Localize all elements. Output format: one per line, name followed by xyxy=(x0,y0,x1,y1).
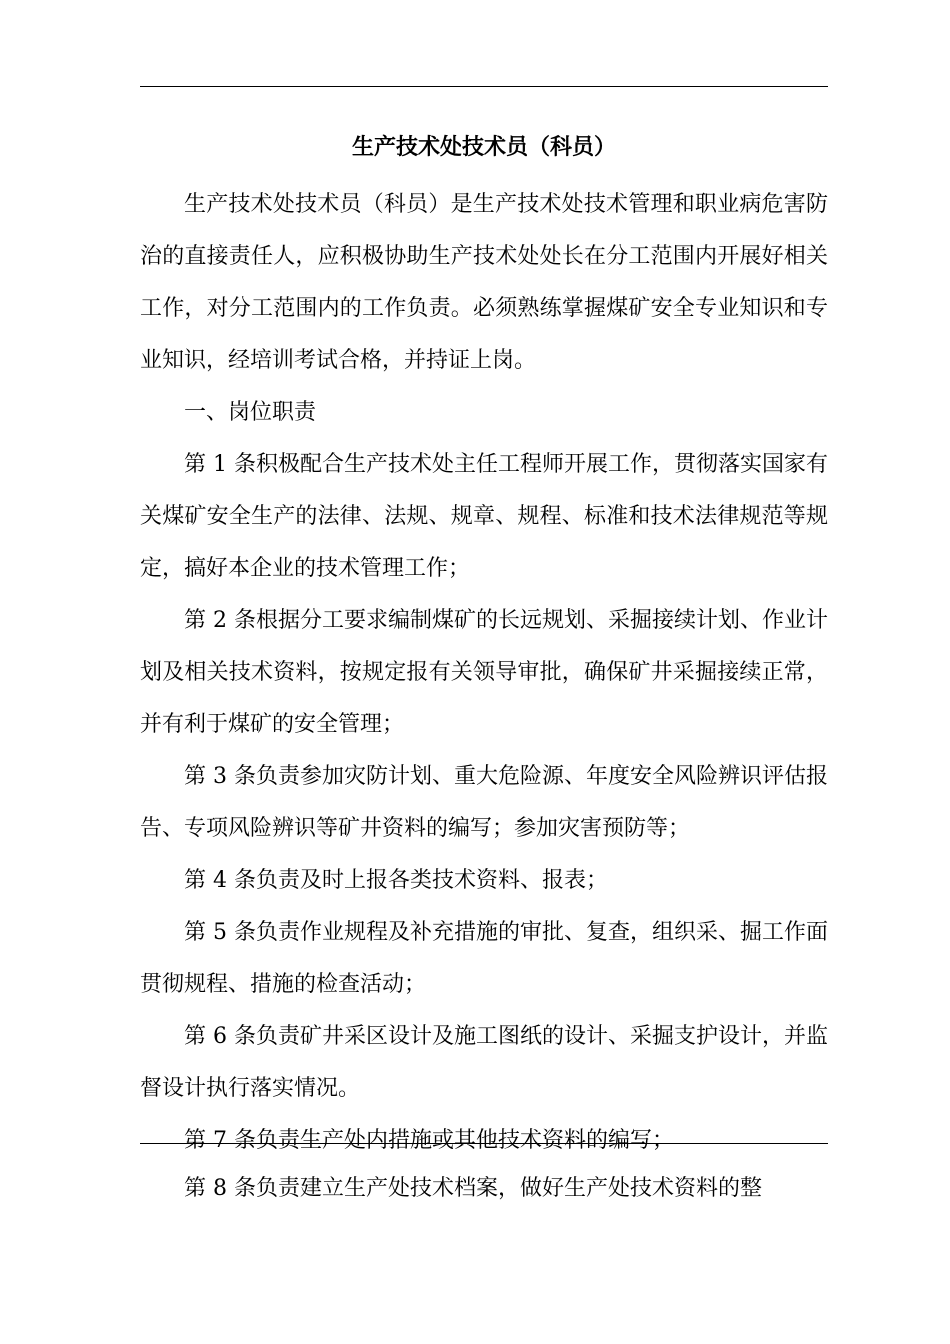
article-1: 第 1 条积极配合生产技术处主任工程师开展工作，贯彻落实国家有关煤矿安全生产的法律、法规、规章、规程、标准和技术法律规范等规定，搞好本企业的技术管理工作； xyxy=(140,452,828,581)
header-rule xyxy=(140,86,828,87)
intro-paragraph: 生产技术处技术员（科员）是生产技术处技术管理和职业病危害防治的直接责任人，应积极协助生产技术处处长在分工范围内开展好相关工作，对分工范围内的工作负责。必须熟练掌握煤矿安全专业知识和专业知识，经培训考试合格，并持证上岗。 xyxy=(140,192,828,373)
page-body xyxy=(140,179,828,1167)
next-page-body xyxy=(140,1163,828,1215)
document-title: 生产技术处技术员（科员） xyxy=(351,134,616,160)
article-3: 第 3 条负责参加灾防计划、重大危险源、年度安全风险辨识评估报告、专项风险辨识等矿井资料的编写；参加灾害预防等； xyxy=(140,764,828,841)
article-4: 第 4 条负责及时上报各类技术资料、报表； xyxy=(184,868,608,893)
article-2: 第 2 条根据分工要求编制煤矿的长远规划、采掘接续计划、作业计划及相关技术资料，按规定报有关领导审批，确保矿井采掘接续正常，并有利于煤矿的安全管理； xyxy=(140,608,828,737)
article-5: 第 5 条负责作业规程及补充措施的审批、复查，组织采、掘工作面贯彻规程、措施的检查活动； xyxy=(140,920,828,997)
section-heading-duties: 一、岗位职责 xyxy=(184,400,317,425)
article-7: 第 7 条负责生产处内措施或其他技术资料的编写； xyxy=(184,1128,674,1153)
page-break-rule xyxy=(140,1143,828,1144)
article-8: 第 8 条负责建立生产处技术档案，做好生产处技术资料的整 xyxy=(184,1176,762,1201)
article-6: 第 6 条负责矿井采区设计及施工图纸的设计、采掘支护设计，并监督设计执行落实情况。 xyxy=(140,1024,828,1101)
